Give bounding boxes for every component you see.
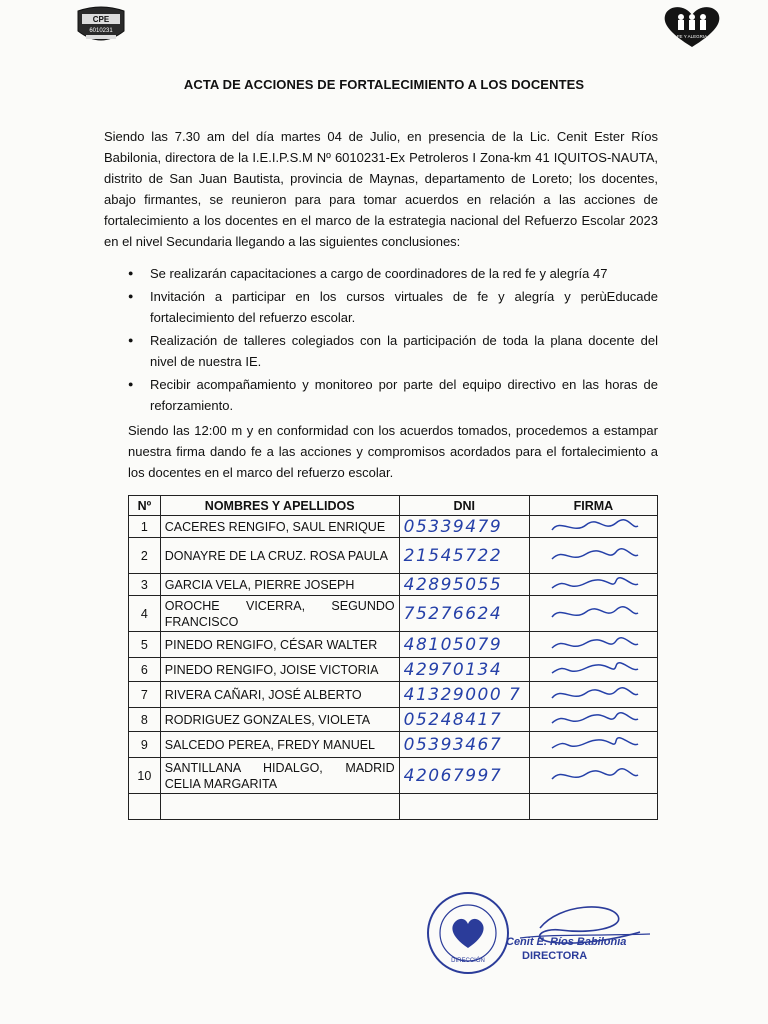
table-row: [129, 708, 658, 732]
table-row: [129, 632, 658, 658]
teacher-dni: 42895055: [399, 574, 529, 596]
intro-paragraph: Siendo las 7.30 am del día martes 04 de Julio, en presencia de la Lic. Cenit Ester Ríos Babilonia, directora de la I.E.I.P.S.M Nº 6010231-Ex Petroleros I Zona-km 41 IQUITOS-NAUTA, distrito de San Juan Bautista, provincia de Maynas, departamento de Loreto; los docentes, abajo firmantes, se reunieron para para tomar acuerdos en relación a las acciones de fortalecimiento a los docentes en el marco de la estrategia nacional del Refuerzo Escolar 2023 en el nivel Secundaria llegando a las siguientes conclusiones:: [104, 129, 658, 249]
table-row: [129, 758, 658, 794]
teacher-signature: [529, 794, 657, 820]
table-row: [129, 794, 658, 820]
teacher-name: [160, 794, 399, 820]
header-signature: FIRMA: [529, 496, 657, 516]
row-number: 4: [129, 596, 161, 632]
table-row: [129, 516, 658, 538]
conclusions-list: [128, 263, 658, 418]
row-number: 5: [129, 632, 161, 658]
svg-text:FE Y ALEGRIA: FE Y ALEGRIA: [676, 34, 708, 39]
teacher-dni: 42970134: [399, 658, 529, 682]
teacher-signature: [529, 758, 657, 794]
table-row: [129, 574, 658, 596]
row-number: 2: [129, 538, 161, 574]
teacher-name: GARCIA VELA, PIERRE JOSEPH: [160, 574, 399, 596]
teacher-dni: 75276624: [399, 596, 529, 632]
handwritten-signature: [534, 517, 650, 537]
header-names: NOMBRES Y APELLIDOS: [160, 496, 399, 516]
table-row: [129, 658, 658, 682]
table-header-row: [129, 496, 658, 516]
teacher-signature: [529, 538, 657, 574]
teacher-signature: [529, 708, 657, 732]
row-number: [129, 794, 161, 820]
teacher-name: PINEDO RENGIFO, CÉSAR WALTER: [160, 632, 399, 658]
stamp-text: DIRECCIÓN: [451, 958, 485, 964]
teacher-dni: 41329000 7: [399, 682, 529, 708]
teacher-signature: [529, 632, 657, 658]
teacher-name: SALCEDO PEREA, FREDY MANUEL: [160, 732, 399, 758]
row-number: 3: [129, 574, 161, 596]
teacher-signature: [529, 732, 657, 758]
handwritten-signature: [534, 759, 650, 793]
table-row: [129, 732, 658, 758]
teacher-name: RODRIGUEZ GONZALES, VIOLETA: [160, 708, 399, 732]
table-row: [129, 682, 658, 708]
school-crest-logo: [72, 5, 130, 47]
conclusion-item: ● Realización de talleres colegiados con la participación de toda la plana docente del nivel de nuestra IE.: [128, 330, 658, 372]
teacher-dni: [399, 794, 529, 820]
teacher-dni: 42067997: [399, 758, 529, 794]
svg-text:CPE: CPE: [92, 15, 110, 24]
conclusion-item: ● Se realizarán capacitaciones a cargo de coordinadores de la red fe y alegría 47: [128, 263, 658, 284]
teacher-signature: [529, 516, 657, 538]
teacher-dni: 05393467: [399, 732, 529, 758]
handwritten-signature: [534, 633, 650, 657]
teacher-name: CACERES RENGIFO, SAUL ENRIQUE: [160, 516, 399, 538]
handwritten-signature: [534, 575, 650, 595]
handwritten-signature: [534, 709, 650, 731]
teacher-name: DONAYRE DE LA CRUZ. ROSA PAULA: [160, 538, 399, 574]
teacher-signature: [529, 596, 657, 632]
header-dni: DNI: [399, 496, 529, 516]
teacher-name: RIVERA CAÑARI, JOSÉ ALBERTO: [160, 682, 399, 708]
fe-y-alegria-logo: [660, 5, 724, 49]
teacher-dni: 05248417: [399, 708, 529, 732]
director-title: DIRECTORA: [522, 950, 588, 962]
row-number: 7: [129, 682, 161, 708]
teacher-dni: 21545722: [399, 538, 529, 574]
teacher-name: PINEDO RENGIFO, JOISE VICTORIA: [160, 658, 399, 682]
teacher-name: SANTILLANA HIDALGO, MADRID CELIA MARGARITA: [160, 758, 399, 794]
header-number: Nº: [129, 496, 161, 516]
handwritten-signature: [534, 659, 650, 681]
svg-text:6010231: 6010231: [89, 28, 113, 34]
teacher-signature: [529, 682, 657, 708]
handwritten-signature: [534, 539, 650, 573]
teacher-signature: [529, 574, 657, 596]
teacher-name: OROCHE VICERRA, SEGUNDO FRANCISCO: [160, 596, 399, 632]
document-title: ACTA DE ACCIONES DE FORTALECIMIENTO A LOS DOCENTES: [183, 77, 585, 92]
table-row: [129, 596, 658, 632]
director-name: Cenit E. Ríos Babilonia: [506, 936, 627, 948]
table-row: [129, 538, 658, 574]
conclusion-item: ● Recibir acompañamiento y monitoreo por parte del equipo directivo en las horas de reforzamiento.: [128, 374, 658, 416]
handwritten-signature: [534, 683, 650, 707]
teacher-dni: 05339479: [399, 516, 529, 538]
row-number: 1: [129, 516, 161, 538]
teacher-dni: 48105079: [399, 632, 529, 658]
closing-paragraph: Siendo las 12:00 m y en conformidad con los acuerdos tomados, procedemos a estampar nuestra firma dando fe a las acciones y compromisos acordados para el fortalecimiento a los docentes en el marco del refuerzo escolar.: [128, 423, 658, 480]
row-number: 9: [129, 732, 161, 758]
handwritten-signature: [534, 597, 650, 631]
row-number: 10: [129, 758, 161, 794]
conclusion-item: ● Invitación a participar en los cursos virtuales de fe y alegría y perùEducade fortalecimiento del refuerzo escolar.: [128, 286, 658, 328]
signature-table: [128, 495, 658, 820]
teacher-signature: [529, 658, 657, 682]
row-number: 6: [129, 658, 161, 682]
row-number: 8: [129, 708, 161, 732]
handwritten-signature: [534, 733, 650, 757]
